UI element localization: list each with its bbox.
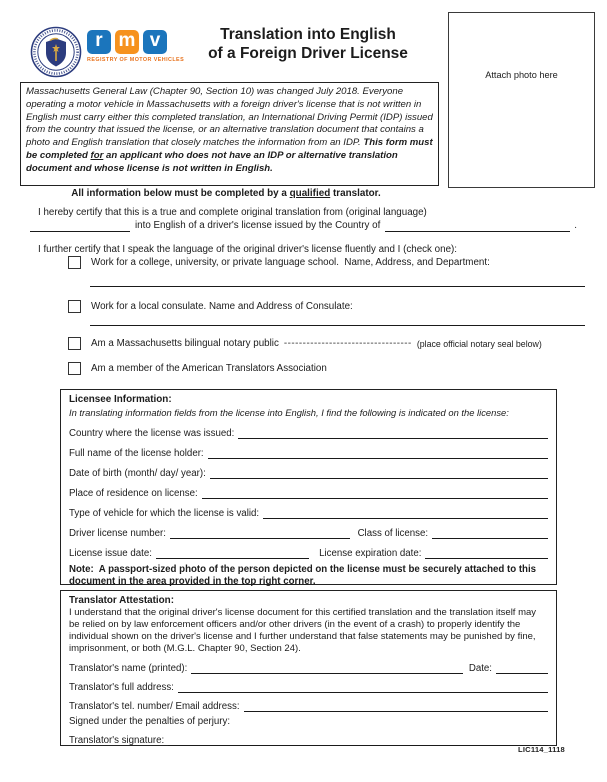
field-license-number-row <box>69 519 548 539</box>
attach-photo-box <box>448 12 595 188</box>
intro-text: Massachusetts General Law (Chapter 90, Section 10) was changed July 2018. Everyone operating a motor vehicle in Massachusetts with a foreign driver's license that is not written in English must carry either this completed translation, an International Driving Permit (IDP) issued from the country that issued the license, or an alternative translation document that contains a photo and English translation that closely matches the information from an IDP. <box>26 86 433 149</box>
translator-signature-row <box>69 727 548 746</box>
translator-tel-row <box>69 693 548 712</box>
form-code: LIC114_1118 <box>518 745 565 754</box>
attestation-body: I understand that the original driver's license document for this certified translation and the translation itself may be relied on by law enforcement officers and/or other drivers (in the event of a crash) to properly identify the individual shown on the driver's license and I further understand that false statements may be punished by fine, imprisonment, or both (M.G.L. Chapter 90, Section 24). <box>69 607 537 655</box>
field-issue-date-row <box>69 539 548 559</box>
field-dob-input[interactable] <box>210 466 548 479</box>
certify-line2-period: . <box>574 220 577 231</box>
field-expiration-date-label: License expiration date: <box>319 548 422 559</box>
page-title-line1: Translation into English <box>220 26 396 43</box>
field-license-number-label: Driver license number: <box>69 528 166 539</box>
field-fullname-input[interactable] <box>208 446 548 459</box>
qualified-translator-instruction <box>0 188 452 199</box>
field-issue-date-label: License issue date: <box>69 548 152 559</box>
certify-line2-text: into English of a driver's license issued by the Country of <box>135 220 381 231</box>
field-country-label: Country where the license was issued: <box>69 428 235 439</box>
translator-name-label: Translator's name (printed): <box>69 663 188 675</box>
option-consulate-row <box>68 300 588 313</box>
intro-law-paragraph <box>20 82 439 186</box>
intro-bold-pre: This form must be completed <box>26 137 433 161</box>
notary-seal-note: (place official notary seal below) <box>416 338 542 349</box>
licensee-intro: In translating information fields from the license into English, I find the following is indicated on the license: <box>69 407 509 418</box>
option-notary-row <box>68 337 588 350</box>
option-ata-row <box>68 362 588 375</box>
translator-address-input[interactable] <box>178 680 548 693</box>
page-title <box>163 26 453 63</box>
translator-signature-input[interactable] <box>168 733 548 746</box>
checkbox-college[interactable] <box>68 256 81 269</box>
translator-address-label: Translator's full address: <box>69 682 174 694</box>
country-field[interactable] <box>385 219 570 232</box>
notary-dashes: ---------------------------------- <box>283 338 412 349</box>
checkbox-notary[interactable] <box>68 337 81 350</box>
rmv-logo-tagline: REGISTRY OF MOTOR VEHICLES <box>87 57 185 63</box>
option-college-row <box>68 256 588 269</box>
field-country-row <box>69 419 548 439</box>
checkbox-ata[interactable] <box>68 362 81 375</box>
field-dob-label: Date of birth (month/ day/ year): <box>69 468 206 479</box>
original-language-field[interactable] <box>30 219 130 232</box>
option-college-label: Work for a college, university, or private language school. Name, Address, and Department: <box>91 257 490 268</box>
field-license-number-input[interactable] <box>170 526 350 539</box>
perjury-label: Signed under the penalties of perjury: <box>69 716 231 728</box>
page-title-line2: of a Foreign Driver License <box>208 44 408 62</box>
field-class-input[interactable] <box>432 526 548 539</box>
massachusetts-state-seal-icon <box>30 26 82 78</box>
field-fullname-label: Full name of the license holder: <box>69 448 204 459</box>
intro-bold-post: an applicant who does not have an IDP or alternative translation document and whose license is not written in English. <box>26 149 398 174</box>
translator-tel-input[interactable] <box>244 699 548 712</box>
field-expiration-date-input[interactable] <box>425 546 548 559</box>
field-vehicle-type-label: Type of vehicle for which the license is valid: <box>69 508 260 519</box>
intro-bold-underlined: for <box>90 149 104 161</box>
rmv-letter-v: v <box>143 30 167 54</box>
certify-line1: I hereby certify that this is a true and complete original translation from (original language) <box>38 207 427 218</box>
attach-photo-label: Attach photo here <box>485 70 558 80</box>
translator-signature-label: Translator's signature: <box>69 735 165 747</box>
translator-address-row <box>69 674 548 693</box>
certify-line2 <box>30 219 577 232</box>
licensee-note: Note: A passport-sized photo of the person depicted on the license must be securely attached to this document in the area provided in the top right corner. <box>69 564 539 587</box>
field-vehicle-type-input[interactable] <box>263 506 548 519</box>
translator-name-row <box>69 655 548 674</box>
translator-attestation-section <box>60 590 557 746</box>
field-dob-row <box>69 459 548 479</box>
date-input[interactable] <box>496 661 548 674</box>
date-label: Date: <box>468 663 492 675</box>
rmv-letter-r: r <box>87 30 111 54</box>
field-issue-date-input[interactable] <box>156 546 309 559</box>
field-residence-input[interactable] <box>202 486 548 499</box>
field-residence-row <box>69 479 548 499</box>
checkbox-consulate[interactable] <box>68 300 81 313</box>
rmv-letter-m: m <box>115 30 139 54</box>
field-vehicle-type-row <box>69 499 548 519</box>
field-fullname-row <box>69 439 548 459</box>
licensee-heading: Licensee Information: <box>69 394 172 405</box>
licensee-information-section <box>60 389 557 585</box>
field-residence-label: Place of residence on license: <box>69 488 198 499</box>
attestation-heading: Translator Attestation: <box>69 595 174 606</box>
instruction-underlined: qualified <box>289 188 331 199</box>
translator-name-input[interactable] <box>191 661 463 674</box>
instruction-pre: All information below must be completed by a <box>71 188 290 199</box>
consulate-details-field[interactable] <box>90 315 585 326</box>
certify-line3: I further certify that I speak the language of the original driver's license fluently and I (check one): <box>38 244 458 255</box>
option-notary-label: Am a Massachusetts bilingual notary public <box>91 338 279 349</box>
college-details-field[interactable] <box>90 276 585 287</box>
translator-tel-label: Translator's tel. number/ Email address: <box>69 701 240 713</box>
instruction-post: translator. <box>330 188 381 199</box>
field-class-label: Class of license: <box>357 528 429 539</box>
field-country-input[interactable] <box>238 426 548 439</box>
perjury-row <box>69 712 548 727</box>
option-consulate-label: Work for a local consulate. Name and Address of Consulate: <box>91 301 353 312</box>
option-ata-label: Am a member of the American Translators Association <box>91 363 327 374</box>
